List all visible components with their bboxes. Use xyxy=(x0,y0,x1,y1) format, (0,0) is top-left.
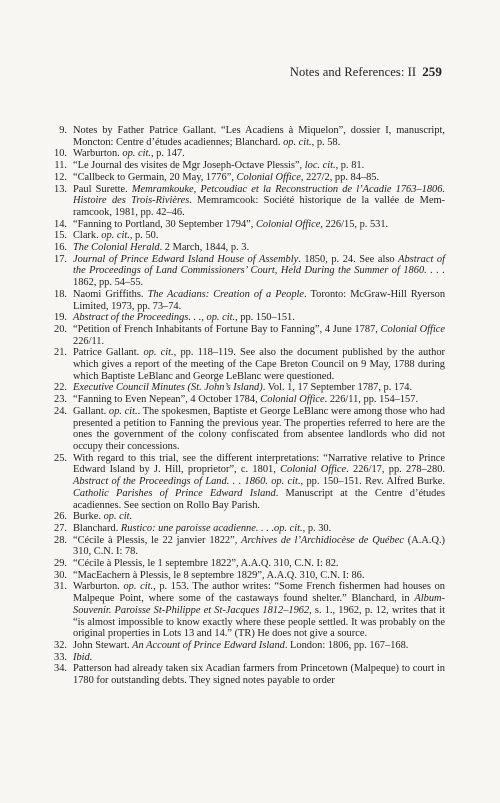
note-text: Patrice Gallant. op. cit., pp. 118–119. See also the document published by the author which gives a report of the meeting of the Cape Breton Council on 9 May, 1788 during which Baptiste LeBlanc and George LeBlanc were questioned. xyxy=(73,347,445,382)
notes-list xyxy=(45,125,445,687)
note-item xyxy=(45,324,445,347)
note-text: “Cécile à Plessis, le 22 janvier 1822”, Archives de l’Archidiocèse de Québec (A.A.Q.) 310, C.N. I: 78. xyxy=(73,534,445,558)
note-item xyxy=(45,125,445,148)
note-number: 13. xyxy=(54,183,67,195)
note-text: “Cécile à Plessis, le 1 septembre 1822”, A.A.Q. 310, C.N. I: 82. xyxy=(73,558,339,570)
note-item xyxy=(45,453,445,512)
note-item xyxy=(45,184,445,219)
note-number: 17. xyxy=(54,253,67,265)
note-item xyxy=(45,511,445,523)
note-text: Journal of Prince Edward Island House of Assembly. 1850, p. 24. See also Abstract of the Proceedings of Land Commissioners’ Court, Held During the Summer of 1860. . . . 1862, pp. 54–55. xyxy=(73,253,445,289)
note-number: 27. xyxy=(54,522,67,534)
note-number: 11. xyxy=(54,160,67,172)
note-number: 33. xyxy=(54,651,67,663)
note-item xyxy=(45,312,445,324)
note-number: 28. xyxy=(54,534,67,546)
note-item xyxy=(45,535,445,558)
running-head xyxy=(290,64,442,80)
note-number: 9. xyxy=(59,125,67,136)
note-number: 23. xyxy=(54,394,67,406)
note-item xyxy=(45,254,445,289)
note-item xyxy=(45,406,445,453)
note-item xyxy=(45,219,445,231)
note-text: Burke. op. cit. xyxy=(73,511,133,523)
note-number: 10. xyxy=(54,148,67,160)
note-text: Clark. op. cit., p. 50. xyxy=(73,230,159,242)
note-text: With regard to this trial, see the different interpretations: “Narrative relative to Prince Edward Island by J. Hill, proprietor”, c. 1801, Colonial Office. 226/17, pp. 278–280. Abstract of the Proceedings of Land. . . 1860. op. cit., pp. 150–151. Rev. Alfred Burke. Catholic Parishes of Prince Edward Island. Manuscript at the Centre d’études acadiennes. See section on Rollo Bay Parish. xyxy=(73,452,445,511)
note-number: 26. xyxy=(54,511,67,523)
note-item xyxy=(45,523,445,535)
note-text: Naomi Griffiths. The Acadians: Creation of a People. Toronto: McGraw-Hill Ryerson Limited, 1973, pp. 73–74. xyxy=(73,288,446,312)
note-number: 22. xyxy=(54,382,67,394)
note-text: “Fanning to Portland, 30 September 1794”, Colonial Office, 226/15, p. 531. xyxy=(73,218,389,230)
section-title: Notes and References: II xyxy=(289,65,417,79)
note-item xyxy=(45,382,445,394)
note-number: 24. xyxy=(54,405,67,417)
note-number: 34. xyxy=(54,663,67,675)
note-item xyxy=(45,663,445,686)
note-number: 12. xyxy=(54,171,67,183)
note-text: Abstract of the Proceedings. . ., op. cit., pp. 150–151. xyxy=(73,312,295,324)
note-number: 16. xyxy=(54,242,67,254)
note-text: Warburton. op. cit., p. 147. xyxy=(73,148,185,160)
note-item xyxy=(45,289,445,312)
note-text: Notes by Father Patrice Gallant. “Les Acadiens à Miquelon”, dossier I, manuscript, Moncton: Centre d’études acadiennes; Blanchard. op. cit., p. 58. xyxy=(73,125,445,148)
note-item xyxy=(45,148,445,160)
note-number: 20. xyxy=(54,323,67,335)
note-text: “MacEachern à Plessis, le 8 septembre 1829”, A.A.Q. 310, C.N. I: 86. xyxy=(73,569,365,581)
note-number: 14. xyxy=(54,218,67,230)
note-text: The Colonial Herald. 2 March, 1844, p. 3. xyxy=(73,242,250,254)
note-item xyxy=(45,581,445,640)
note-item xyxy=(45,558,445,570)
note-item xyxy=(45,394,445,406)
note-item xyxy=(45,570,445,582)
note-number: 18. xyxy=(54,288,67,300)
note-number: 32. xyxy=(54,639,67,651)
note-number: 25. xyxy=(54,452,67,464)
note-text: Ibid. xyxy=(73,651,93,663)
note-item xyxy=(45,640,445,652)
note-text: Warburton. op. cit., p. 153. The author writes: “Some French fishermen had houses on Malpeque Point, where some of the castaways found shelter.” Blanchard, in Album-Souvenir. Paroisse St-Philippe et St-Jacques 1812–1962, s. 1., 1962, p. 12, writes that it “is almost impossible to know exactly where these people settled. It was probably on the original properties in Lots 13 and 14.” (TR) He does not give a source. xyxy=(73,581,445,640)
note-number: 21. xyxy=(54,347,67,359)
note-number: 31. xyxy=(54,581,67,593)
note-text: John Stewart. An Account of Prince Edward Island. London: 1806, pp. 167–168. xyxy=(73,639,409,651)
note-text: Executive Council Minutes (St. John’s Island). Vol. 1, 17 September 1787, p. 174. xyxy=(73,382,413,394)
note-text: “Fanning to Even Nepean”, 4 October 1784, Colonial Office. 226/11, pp. 154–157. xyxy=(73,394,419,406)
note-item xyxy=(45,230,445,242)
note-item xyxy=(45,242,445,254)
note-item xyxy=(45,347,445,382)
note-text: Blanchard. Rustico: une paroisse acadienne. . . .op. cit., p. 30. xyxy=(73,522,332,534)
note-text: Paul Surette. Memramkouke, Petcoudiac et la Reconstruction de l’Acadie 1763–1806. Histoire des Trois-Rivières. Memramcook: Société historique de la vallée de Memramcook, 1981, pp. 42–46. xyxy=(73,183,446,218)
page-number: 259 xyxy=(422,64,442,79)
note-item xyxy=(45,652,445,664)
note-text: “Le Journal des visites de Mgr Joseph-Octave Plessis”, loc. cit., p. 81. xyxy=(73,160,365,172)
note-number: 29. xyxy=(54,558,67,570)
note-text: Patterson had already taken six Acadian farmers from Princetown (Malpeque) to court in 1780 for outstanding debts. They signed notes payable to order xyxy=(73,663,445,687)
note-item xyxy=(45,160,445,172)
note-number: 19. xyxy=(54,312,67,324)
note-number: 15. xyxy=(54,230,67,242)
note-text: Gallant. op. cit.. The spokesmen, Baptiste et George LeBlanc were among those who had presented a petition to Fanning the previous year. The properties referred to here are the ones the government of the colony confiscated from absentee landlords who did not occupy their concessions. xyxy=(73,405,445,452)
note-item xyxy=(45,172,445,184)
note-number: 30. xyxy=(54,569,67,581)
note-text: “Petition of French Inhabitants of Fortune Bay to Fanning”, 4 June 1787, Colonial Office 226/11. xyxy=(73,323,445,347)
note-text: “Callbeck to Germain, 20 May, 1776”, Colonial Office, 227/2, pp. 84–85. xyxy=(73,171,380,183)
